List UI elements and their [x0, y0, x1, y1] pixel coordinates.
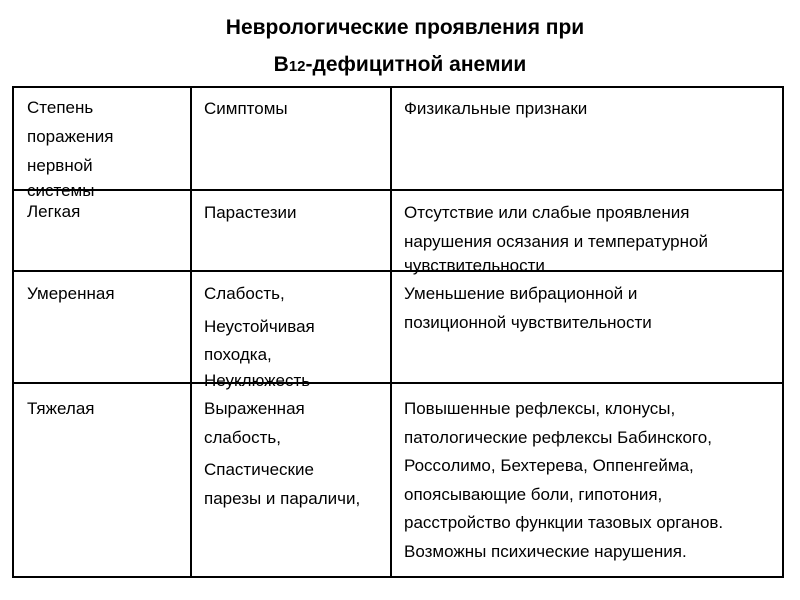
- row1-degree: Легкая: [27, 202, 81, 221]
- table-border-bottom: [12, 576, 784, 578]
- title-b-letter: В: [273, 53, 289, 76]
- table-border-top: [12, 86, 784, 88]
- row-divider-3: [12, 382, 784, 384]
- title-b-subscript: 12: [288, 58, 306, 75]
- row2-symptoms: Слабость, Неустойчивая походка, Неуклюжесть: [204, 284, 315, 390]
- title-rest: -дефицитной анемии: [305, 53, 527, 76]
- column-divider-1: [190, 86, 192, 578]
- column-divider-2: [390, 86, 392, 578]
- row3-degree: Тяжелая: [27, 399, 95, 418]
- row3-signs: Повышенные рефлексы, клонусы, патологические рефлексы Бабинского, Россолимо, Бехтерева, Оппенгейма, опоясывающие боли, гипотония, расстройство функции тазовых органов. Возможны психические нарушения.: [404, 399, 724, 561]
- row2-signs: Уменьшение вибрационной и позиционной чувствительности: [404, 284, 652, 332]
- header-degree: Степень поражения нервной системы: [27, 98, 114, 200]
- header-signs: Физикальные признаки: [404, 99, 588, 118]
- row3-symptoms: Выраженная слабость, Спастические парезы и параличи,: [204, 399, 361, 508]
- row2-degree: Умеренная: [27, 284, 115, 303]
- table-border-right: [782, 86, 784, 578]
- header-symptoms: Симптомы: [204, 99, 288, 118]
- row-divider-1: [12, 189, 784, 191]
- row1-signs: Отсутствие или слабые проявления нарушения осязания и температурной чувствительности: [404, 203, 708, 275]
- page-title-line-1: Неврологические проявления при: [225, 16, 585, 39]
- table-border-left: [12, 86, 14, 578]
- page-title-line-2: [0, 52, 800, 80]
- row1-symptoms: Парастезии: [204, 203, 297, 222]
